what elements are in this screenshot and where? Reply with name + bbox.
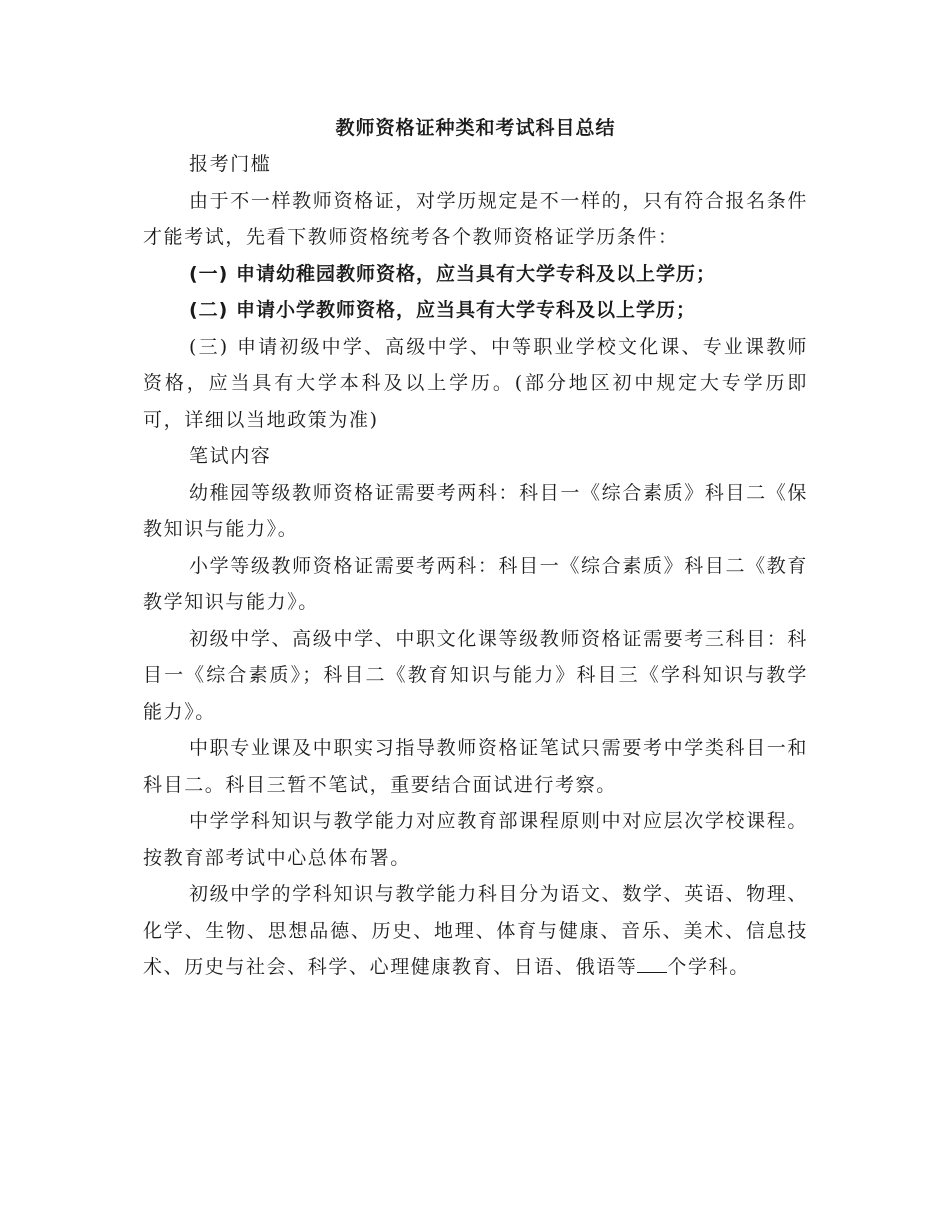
paragraph-kindergarten-requirement: (一) 申请幼稚园教师资格，应当具有大学专科及以上学历； <box>189 262 716 285</box>
document-page <box>143 110 808 986</box>
paragraph-secondary-subjects: 初级中学、高级中学、中职文化课等级教师资格证需要考三科目：科目一《综合素质》；科目二《教育知识与能力》科目三《学科知识与教学能力》。 <box>143 627 808 723</box>
paragraph-primary-requirement: (二) 申请小学教师资格，应当具有大学专科及以上学历； <box>189 299 696 321</box>
paragraph-exam-content-heading: 笔试内容 <box>189 445 272 467</box>
subject-list-suffix: 个学科。 <box>667 956 750 978</box>
paragraph-requirements-heading: 报考门槛 <box>189 153 272 175</box>
paragraph-subject-knowledge: 中学学科知识与教学能力对应教育部课程原则中对应层次学校课程。按教育部考试中心总体布署。 <box>143 810 808 869</box>
subject-list-text: 初级中学的学科知识与教学能力科目分为语文、数学、英语、物理、化学、生物、思想品德、历史、地理、体育与健康、音乐、美术、信息技术、历史与社会、科学、心理健康教育、日语、俄语等 <box>143 883 808 978</box>
paragraph-junior-subject-list <box>143 876 808 986</box>
fill-blank <box>637 954 667 973</box>
paragraph-vocational-subjects: 中职专业课及中职实习指导教师资格证笔试只需要考中学类科目一和科目二。科目三暂不笔试，重要结合面试进行考察。 <box>143 737 808 796</box>
paragraph-requirements-intro: 由于不一样教师资格证，对学历规定是不一样的，只有符合报名条件才能考试，先看下教师资格统考各个教师资格证学历条件： <box>143 189 808 248</box>
document-title: 教师资格证种类和考试科目总结 <box>335 117 616 139</box>
paragraph-primary-subjects: 小学等级教师资格证需要考两科：科目一《综合素质》科目二《教育教学知识与能力》。 <box>143 554 808 613</box>
paragraph-secondary-requirement: (三) 申请初级中学、高级中学、中等职业学校文化课、专业课教师资格，应当具有大学本科及以上学历。(部分地区初中规定大专学历即可，详细以当地政策为准) <box>143 335 808 431</box>
paragraph-kindergarten-subjects: 幼稚园等级教师资格证需要考两科：科目一《综合素质》科目二《保教知识与能力》。 <box>143 481 808 540</box>
